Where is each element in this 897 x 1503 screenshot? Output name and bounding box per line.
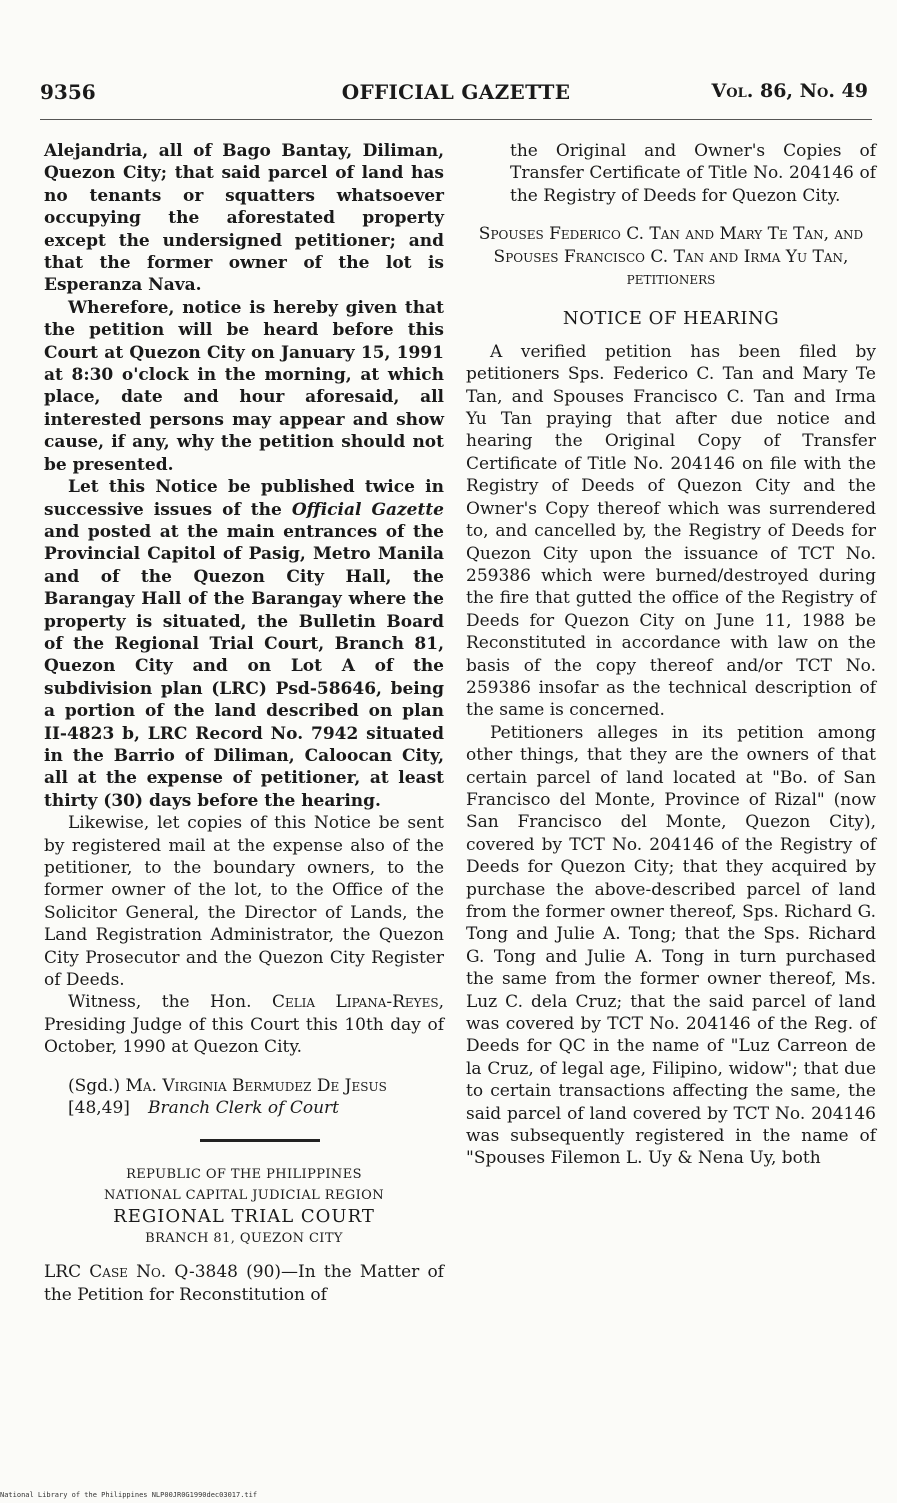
left-column — [44, 140, 444, 1306]
header-rule — [40, 119, 872, 120]
publication-text-b: and posted at the main entrances of the Provincial Capitol of Pasig, Metro Manila and of the Quezon City Hall, the Barangay Hall of the Barangay where the property is situated, the Bulletin Board of the Regional Trial Court, Branch 81, Quezon City and on Lot A of the subdivision plan (LRC) Psd-58646, being a portion of the land described on plan II-4823 b, LRC Record No. 7942 situated in the Barrio of Diliman, Caloocan City, all at the expense of petitioner, at least thirty (30) days before the hearing. — [44, 521, 444, 811]
court-republic: REPUBLIC OF THE PHILIPPINES — [126, 1167, 362, 1183]
page-number: 9356 — [40, 80, 96, 104]
court-region: NATIONAL CAPITAL JUDICIAL REGION — [104, 1188, 384, 1204]
notice-of-hearing-title: NOTICE OF HEARING — [562, 308, 780, 330]
signatory-name: Ma. Virginia Bermudez De Jesus — [125, 1075, 387, 1096]
paragraph-property-details: Alejandria, all of Bago Bantay, Diliman, Quezon City; that said parcel of land has no tenants or squatters whatsoever occupying the aforestated property except the undersigned petitioner; and that the former owner of the lot is Esperanza Nava. — [44, 141, 444, 296]
paragraph-verified-petition: A verified petition has been filed by petitioners Sps. Federico C. Tan and Mary Te Tan, and Spouses Francisco C. Tan and Irma Yu Tan praying that after due notice and hearing the Original Copy of Transfer Certificate of Title No. 204146 on file with the Registry of Deeds of Quezon City and the Owner's Copy thereof which was surrendered to, and cancelled by, the Registry of Deeds for Quezon City upon the issuance of TCT No. 259386 which were burned/destroyed during the fire that gutted the office of the Registry of Deeds for Quezon City on June 11, 1988 be Reconstituted in accordance with law on the basis of the copy thereof and/or TCT No. 259386 insofar as the technical description of the same is concerned. — [466, 341, 876, 721]
signatory-line — [68, 1075, 444, 1097]
paragraph-witness — [44, 991, 444, 1058]
signatory-position: Branch Clerk of Court — [148, 1098, 339, 1119]
scan-footer: National Library of the Philippines NLP00JR0G1990dec03017.tif — [0, 1491, 258, 1499]
court-branch: BRANCH 81, QUEZON CITY — [145, 1231, 343, 1247]
paragraph-mailing: Likewise, let copies of this Notice be sent by registered mail at the expense also of the petitioner, to the boundary owners, to the former owner of the lot, to the Office of the Solicitor General, the Director of Lands, the Land Registration Administrator, the Quezon City Prosecutor and the Quezon City Register of Deeds. — [44, 813, 444, 991]
right-column — [466, 140, 876, 1170]
judge-name: Celia Lipana-Reyes — [271, 992, 439, 1013]
page-header — [40, 80, 872, 110]
publication-text-a: Let this Notice be published twice in successive issues of the — [44, 477, 444, 520]
issue-reference: [48,49] — [68, 1098, 130, 1119]
section-separator — [200, 1139, 320, 1142]
publication-title: OFFICIAL GAZETTE — [341, 80, 571, 104]
case-heading — [44, 1261, 444, 1306]
paragraph-petitioner-allegations: Petitioners alleges in its petition among other things, that they are the owners of that certain parcel of land located at "Bo. of San Francisco del Monte, Province of Rizal" (now San Francisco del Monte, Quezon City), covered by TCT No. 204146 of the Registry of Deeds for Quezon City; that they acquired by purchase the above-described parcel of land from the former owner thereof, Sps. Richard G. Tong and Julie A. Tong; that the Sps. Richard G. Tong and Julie A. Tong in turn purchased the same from the former owner thereof, Ms. Luz C. dela Cruz; that the said parcel of land was covered by TCT No. 204146 of the Reg. of Deeds for QC in the name of "Luz Carreon de la Cruz, of legal age, Filipino, widow"; that due to certain transactions affecting the same, the said parcel of land covered by TCT No. 204146 was subsequently registered in the name of "Spouses Filemon L. Uy & Nena Uy, both — [466, 722, 876, 1169]
witness-text-a: Witness, the Hon. — [68, 992, 272, 1013]
paragraph-publication — [44, 476, 444, 812]
case-title: Q-3848 (90)—In the Matter of the Petition for Reconstitution of — [44, 1262, 444, 1305]
signature-block — [44, 1075, 444, 1120]
gazette-name: Official Gazette — [291, 499, 444, 520]
volume-number: Vol. 86, No. 49 — [711, 80, 868, 102]
signatory-position-line — [68, 1097, 444, 1119]
sig-prefix: (Sgd.) — [68, 1075, 126, 1096]
witness-text-b: , Presiding Judge of this Court this 10th day of October, 1990 at Quezon City. — [44, 992, 444, 1058]
case-title-continued: the Original and Owner's Copies of Transfer Certificate of Title No. 204146 of the Registry of Deeds for Quezon City. — [510, 141, 876, 206]
paragraph-hearing-notice: Wherefore, notice is hereby given that the petition will be heard before this Court at Quezon City on January 15, 1991 at 8:30 o'clock in the morning, at which place, date and hour aforesaid, all interested persons may appear and show cause, if any, why the petition should not be presented. — [44, 297, 444, 475]
case-label: LRC Case No. — [44, 1262, 167, 1283]
court-name: REGIONAL TRIAL COURT — [113, 1206, 375, 1228]
petitioners-names: Spouses Federico C. Tan and Mary Te Tan, and Spouses Francisco C. Tan and Irma Yu Tan, petitioners — [478, 224, 864, 290]
